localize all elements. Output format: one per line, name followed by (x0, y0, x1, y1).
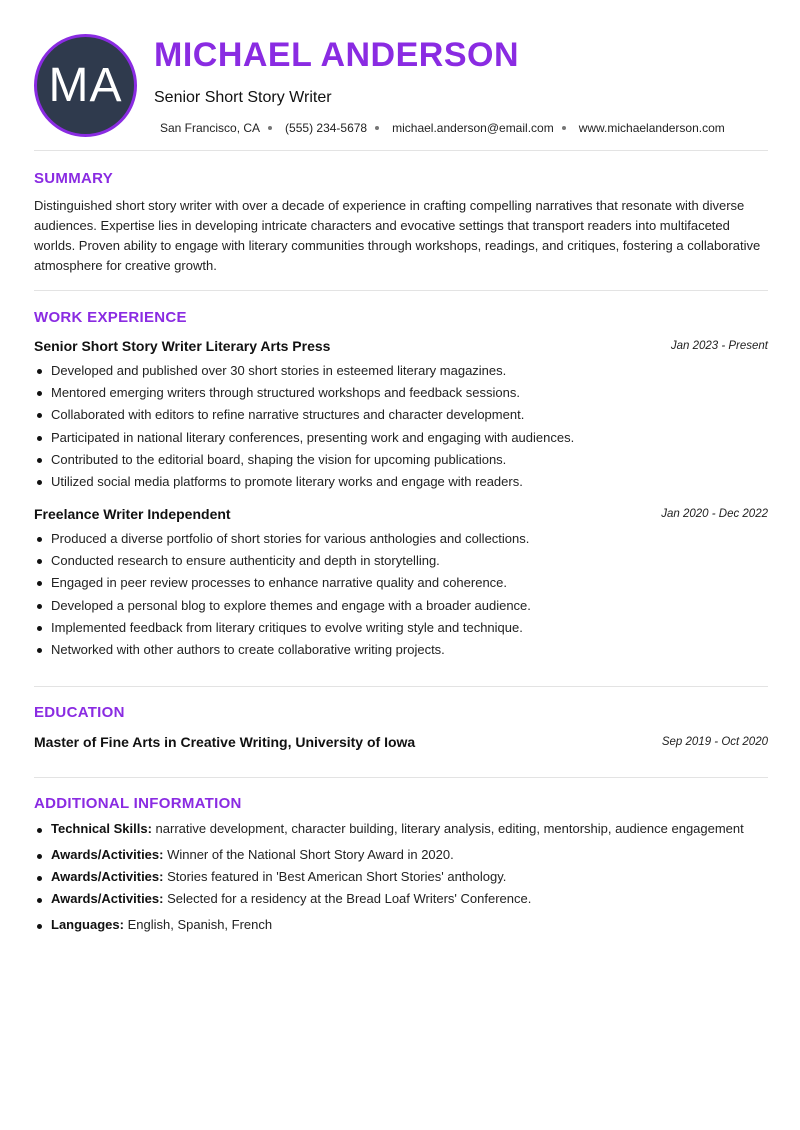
section-divider (34, 290, 768, 291)
job-title: Freelance Writer Independent (34, 506, 231, 522)
list-item: Collaborated with editors to refine narrative structures and character development. (34, 404, 768, 426)
info-value: narrative development, character building, literary analysis, editing, mentorship, audience engagement (151, 821, 744, 836)
resume-header (34, 34, 768, 138)
info-value: Stories featured in 'Best American Short Stories' anthology. (163, 869, 507, 884)
list-item: Mentored emerging writers through structured workshops and feedback sessions. (34, 382, 768, 404)
summary-heading: SUMMARY (34, 170, 114, 187)
avatar (34, 34, 137, 137)
education-entry (34, 734, 768, 752)
job-bullets (34, 360, 768, 493)
job-header (34, 338, 768, 356)
list-item: Contributed to the editorial board, shaping the vision for upcoming publications. (34, 449, 768, 471)
list-item: Produced a diverse portfolio of short stories for various anthologies and collections. (34, 528, 768, 550)
additional-heading: ADDITIONAL INFORMATION (34, 795, 242, 812)
contact-website[interactable]: www.michaelanderson.com (578, 121, 725, 135)
job-date: Jan 2020 - Dec 2022 (661, 508, 768, 520)
contact-bar (160, 121, 725, 135)
info-value: Selected for a residency at the Bread Loaf Writers' Conference. (163, 891, 532, 906)
job-header (34, 506, 768, 524)
info-value: English, Spanish, French (123, 917, 273, 932)
job-date: Jan 2023 - Present (670, 340, 768, 352)
candidate-title: Senior Short Story Writer (154, 89, 332, 106)
education-heading: EDUCATION (34, 704, 125, 721)
info-label: Technical Skills: (51, 821, 152, 836)
job-bullets (34, 528, 768, 661)
list-item: Networked with other authors to create collaborative writing projects. (34, 639, 768, 661)
experience-heading: WORK EXPERIENCE (34, 309, 187, 326)
info-label: Awards/Activities: (51, 891, 164, 906)
contact-phone[interactable]: (555) 234-5678 (285, 121, 368, 135)
list-item: Developed a personal blog to explore themes and engage with a broader audience. (34, 595, 768, 617)
list-item (34, 821, 768, 847)
candidate-name: MICHAEL ANDERSON (154, 36, 520, 74)
list-item: Implemented feedback from literary critiques to evolve writing style and technique. (34, 617, 768, 639)
section-divider (34, 777, 768, 778)
list-item: Participated in national literary conferences, presenting work and engaging with audiences. (34, 427, 768, 449)
list-item (34, 847, 768, 869)
section-divider (34, 150, 768, 151)
separator-dot (375, 126, 379, 130)
education-date: Sep 2019 - Oct 2020 (661, 736, 768, 748)
contact-email[interactable]: michael.anderson@email.com (392, 121, 554, 135)
info-label: Languages: (51, 917, 124, 932)
contact-location: San Francisco, CA (160, 121, 261, 135)
list-item: Utilized social media platforms to promote literary works and engage with readers. (34, 471, 768, 493)
list-item (34, 891, 768, 917)
list-item: Developed and published over 30 short stories in esteemed literary magazines. (34, 360, 768, 382)
avatar-initials: MA (48, 59, 123, 112)
list-item: Conducted research to ensure authenticity and depth in storytelling. (34, 550, 768, 572)
separator-dot (268, 126, 272, 130)
list-item (34, 917, 768, 939)
list-item (34, 869, 768, 891)
info-value: Winner of the National Short Story Award in 2020. (163, 847, 454, 862)
additional-list (34, 821, 768, 939)
section-divider (34, 686, 768, 687)
separator-dot (562, 126, 566, 130)
degree-title: Master of Fine Arts in Creative Writing, University of Iowa (34, 734, 416, 750)
list-item: Engaged in peer review processes to enhance narrative quality and coherence. (34, 572, 768, 594)
summary-text: Distinguished short story writer with over a decade of experience in crafting compelling narratives that resonate with diverse audiences. Expertise lies in developing intricate characters and evocative settings that transport readers into multifaceted worlds. Proven ability to engage with literary communities through workshops, readings, and critiques, fostering a collaborative atmosphere for creative growth. (34, 198, 761, 273)
info-label: Awards/Activities: (51, 847, 164, 862)
info-label: Awards/Activities: (51, 869, 164, 884)
job-title: Senior Short Story Writer Literary Arts Press (34, 338, 331, 354)
